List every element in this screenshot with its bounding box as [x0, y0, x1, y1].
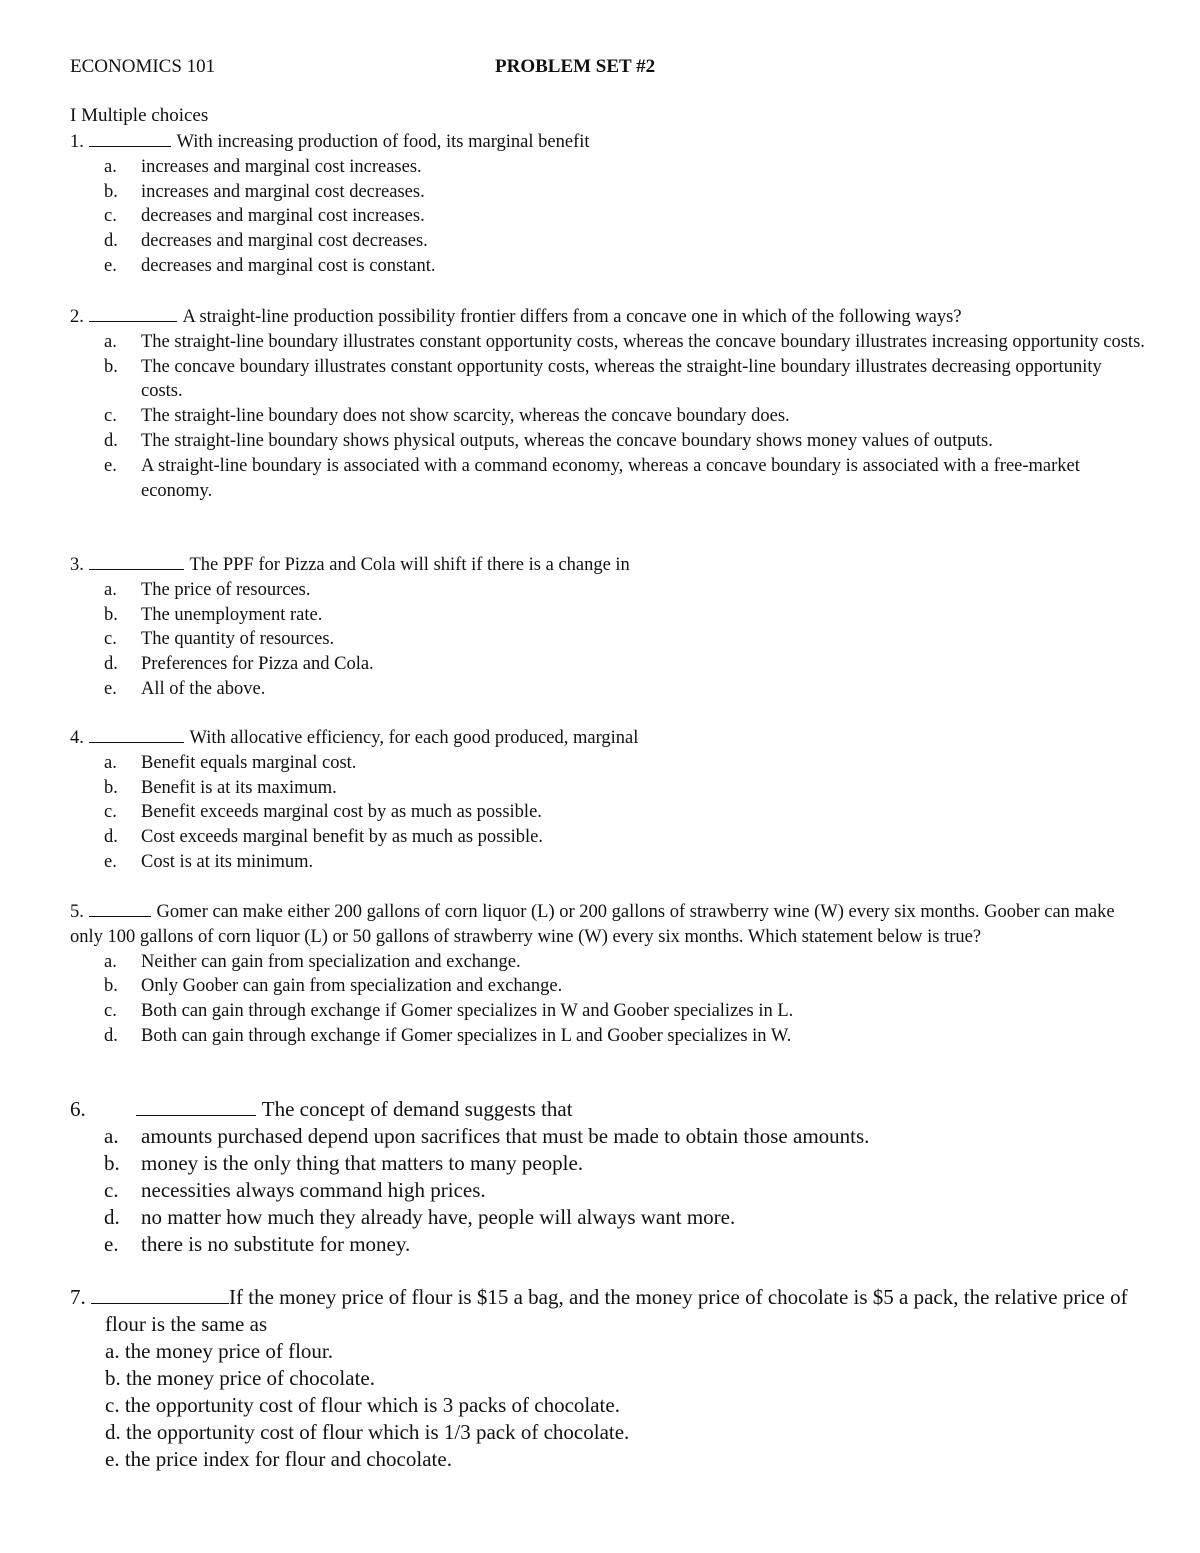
answer-blank[interactable] — [91, 1283, 229, 1304]
question-stem — [70, 551, 1145, 578]
question-text: A straight-line production possibility frontier differs from a concave one in which of the following ways? — [182, 307, 962, 327]
answer-option — [70, 677, 1145, 702]
question-number: 7. — [70, 1285, 86, 1309]
answer-option — [70, 1024, 1145, 1049]
question-number: 6. — [70, 1097, 86, 1121]
option-letter: c. — [105, 1393, 120, 1417]
option-text: decreases and marginal cost increases. — [141, 206, 425, 227]
option-letter: e. — [104, 455, 117, 476]
option-letter: a. — [104, 1124, 119, 1148]
answer-option — [70, 850, 1145, 875]
answer-option — [70, 429, 1145, 454]
question-text: The concept of demand suggests that — [261, 1097, 573, 1121]
answer-option — [70, 355, 1145, 405]
option-letter: a. — [104, 752, 117, 773]
option-text: money is the only thing that matters to many people. — [141, 1151, 584, 1175]
option-text: Neither can gain from specialization and exchange. — [141, 951, 521, 972]
answer-option — [70, 1204, 1145, 1231]
question-stem — [70, 303, 1145, 330]
option-text: Both can gain through exchange if Gomer specializes in W and Goober specializes in L. — [141, 1001, 794, 1022]
answer-option — [70, 800, 1145, 825]
answer-blank[interactable] — [89, 724, 184, 743]
option-letter: b. — [105, 1366, 121, 1390]
option-letter: c. — [104, 406, 117, 427]
question-text: With allocative efficiency, for each good produced, marginal — [189, 728, 639, 748]
answer-option — [70, 204, 1145, 229]
option-text: no matter how much they already have, people will always want more. — [141, 1205, 736, 1229]
option-letter: b. — [104, 777, 118, 798]
option-letter: a. — [104, 951, 117, 972]
option-letter: d. — [105, 1420, 121, 1444]
option-text: The straight-line boundary illustrates constant opportunity costs, whereas the concave boundary illustrates increasing opportunity costs. — [141, 331, 1145, 352]
answer-option — [70, 825, 1145, 850]
question-number: 5. — [70, 902, 84, 922]
answer-option — [70, 776, 1145, 801]
question-5 — [70, 898, 1145, 1049]
option-text: the opportunity cost of flour which is 3 packs of chocolate. — [124, 1393, 620, 1417]
question-number: 1. — [70, 132, 84, 152]
answer-option — [70, 999, 1145, 1024]
question-text: With increasing production of food, its marginal benefit — [176, 132, 590, 152]
question-stem — [70, 724, 1145, 751]
option-letter: a. — [105, 1339, 120, 1363]
answer-option — [70, 950, 1145, 975]
option-text: All of the above. — [141, 678, 266, 699]
answer-option — [70, 974, 1145, 999]
option-text: Preferences for Pizza and Cola. — [141, 654, 374, 675]
option-letter: d. — [104, 827, 118, 848]
option-letter: e. — [104, 1232, 119, 1256]
option-text: Benefit exceeds marginal cost by as much as possible. — [141, 802, 542, 823]
answer-option — [70, 1231, 1145, 1258]
option-text: decreases and marginal cost decreases. — [141, 231, 428, 252]
option-text: The concave boundary illustrates constant opportunity costs, whereas the straight-line boundary illustrates decreasing opportunity costs. — [141, 356, 1102, 402]
question-stem — [70, 1283, 1145, 1338]
option-text: The quantity of resources. — [141, 629, 335, 650]
answer-option — [70, 404, 1145, 429]
option-text: Cost exceeds marginal benefit by as much as possible. — [141, 827, 543, 848]
answer-blank[interactable] — [89, 898, 151, 917]
answer-option — [70, 578, 1145, 603]
answer-option — [70, 454, 1145, 504]
question-1 — [70, 128, 1145, 279]
option-letter: b. — [104, 356, 118, 377]
answer-option — [70, 603, 1145, 628]
option-letter: d. — [104, 654, 118, 675]
option-text: increases and marginal cost increases. — [141, 156, 422, 177]
option-text: increases and marginal cost decreases. — [141, 181, 425, 202]
option-text: the price index for flour and chocolate. — [124, 1447, 452, 1471]
answer-option — [70, 155, 1145, 180]
option-text: A straight-line boundary is associated with a command economy, whereas a concave boundary is associated with a free-market economy. — [141, 455, 1080, 501]
option-letter: a. — [104, 579, 117, 600]
section-heading: I Multiple choices — [70, 105, 209, 126]
question-stem — [70, 128, 1145, 155]
option-letter: e. — [104, 255, 117, 276]
option-text: The straight-line boundary does not show scarcity, whereas the concave boundary does. — [141, 406, 790, 427]
option-text: the opportunity cost of flour which is 1/3 pack of chocolate. — [126, 1420, 630, 1444]
answer-blank[interactable] — [89, 128, 171, 147]
answer-blank[interactable] — [89, 551, 184, 570]
question-7 — [70, 1283, 1145, 1473]
answer-blank[interactable] — [89, 303, 177, 322]
question-number: 2. — [70, 307, 84, 327]
option-text: Both can gain through exchange if Gomer specializes in L and Goober specializes in W. — [141, 1025, 792, 1046]
option-text: The unemployment rate. — [141, 604, 323, 625]
option-text: The straight-line boundary shows physical outputs, whereas the concave boundary shows money values of outputs. — [141, 430, 993, 451]
answer-option — [70, 751, 1145, 776]
question-3 — [70, 551, 1145, 702]
question-text: The PPF for Pizza and Cola will shift if there is a change in — [189, 555, 630, 575]
option-text: amounts purchased depend upon sacrifices that must be made to obtain those amounts. — [141, 1124, 870, 1148]
option-letter: e. — [105, 1447, 120, 1471]
option-letter: c. — [104, 206, 117, 227]
option-text: The price of resources. — [141, 579, 311, 600]
course-name: ECONOMICS 101 — [70, 56, 216, 77]
option-text: Benefit is at its maximum. — [141, 777, 337, 798]
answer-option — [70, 627, 1145, 652]
answer-option — [70, 652, 1145, 677]
question-stem — [70, 898, 1145, 950]
option-letter: c. — [104, 629, 117, 650]
option-text: necessities always command high prices. — [141, 1178, 486, 1202]
option-letter: c. — [104, 802, 117, 823]
option-letter: d. — [104, 1205, 120, 1229]
question-number: 4. — [70, 728, 84, 748]
option-text: Only Goober can gain from specialization and exchange. — [141, 976, 563, 997]
answer-option — [70, 330, 1145, 355]
answer-option — [70, 1419, 1145, 1446]
option-letter: b. — [104, 976, 118, 997]
question-number: 3. — [70, 555, 84, 575]
answer-option — [70, 1338, 1145, 1365]
option-letter: e. — [104, 851, 117, 872]
option-letter: c. — [104, 1178, 119, 1202]
answer-option — [70, 1365, 1145, 1392]
answer-option — [70, 254, 1145, 279]
option-letter: b. — [104, 181, 118, 202]
option-letter: d. — [104, 1025, 118, 1046]
document-title: PROBLEM SET #2 — [495, 56, 656, 77]
answer-option — [70, 1177, 1145, 1204]
option-text: Benefit equals marginal cost. — [141, 752, 357, 773]
answer-option — [70, 1123, 1145, 1150]
question-6 — [70, 1095, 1145, 1258]
question-2 — [70, 303, 1145, 503]
option-text: Cost is at its minimum. — [141, 851, 314, 872]
answer-blank[interactable] — [136, 1095, 256, 1116]
option-letter: d. — [104, 231, 118, 252]
option-text: decreases and marginal cost is constant. — [141, 255, 436, 276]
answer-option — [70, 180, 1145, 205]
option-letter: c. — [104, 1001, 117, 1022]
option-text: the money price of chocolate. — [126, 1366, 375, 1390]
option-letter: a. — [104, 156, 117, 177]
option-letter: a. — [104, 331, 117, 352]
answer-option — [70, 1446, 1145, 1473]
answer-option — [70, 1392, 1145, 1419]
option-letter: b. — [104, 604, 118, 625]
question-4 — [70, 724, 1145, 875]
option-letter: b. — [104, 1151, 120, 1175]
question-text: Gomer can make either 200 gallons of corn liquor (L) or 200 gallons of strawberry wine (W) every six months. Goober can make only 100 gallons of corn liquor (L) or 50 gallons of strawberry wine (W) every six months. Which statement below is true? — [70, 902, 1115, 947]
option-letter: d. — [104, 430, 118, 451]
question-text: If the money price of flour is $15 a bag, and the money price of chocolate is $5 a pack, the relative price of flour is the same as — [105, 1285, 1128, 1336]
option-text: the money price of flour. — [124, 1339, 334, 1363]
answer-option — [70, 229, 1145, 254]
answer-option — [70, 1150, 1145, 1177]
option-letter: e. — [104, 678, 117, 699]
question-stem — [70, 1095, 1145, 1123]
option-text: there is no substitute for money. — [141, 1232, 411, 1256]
